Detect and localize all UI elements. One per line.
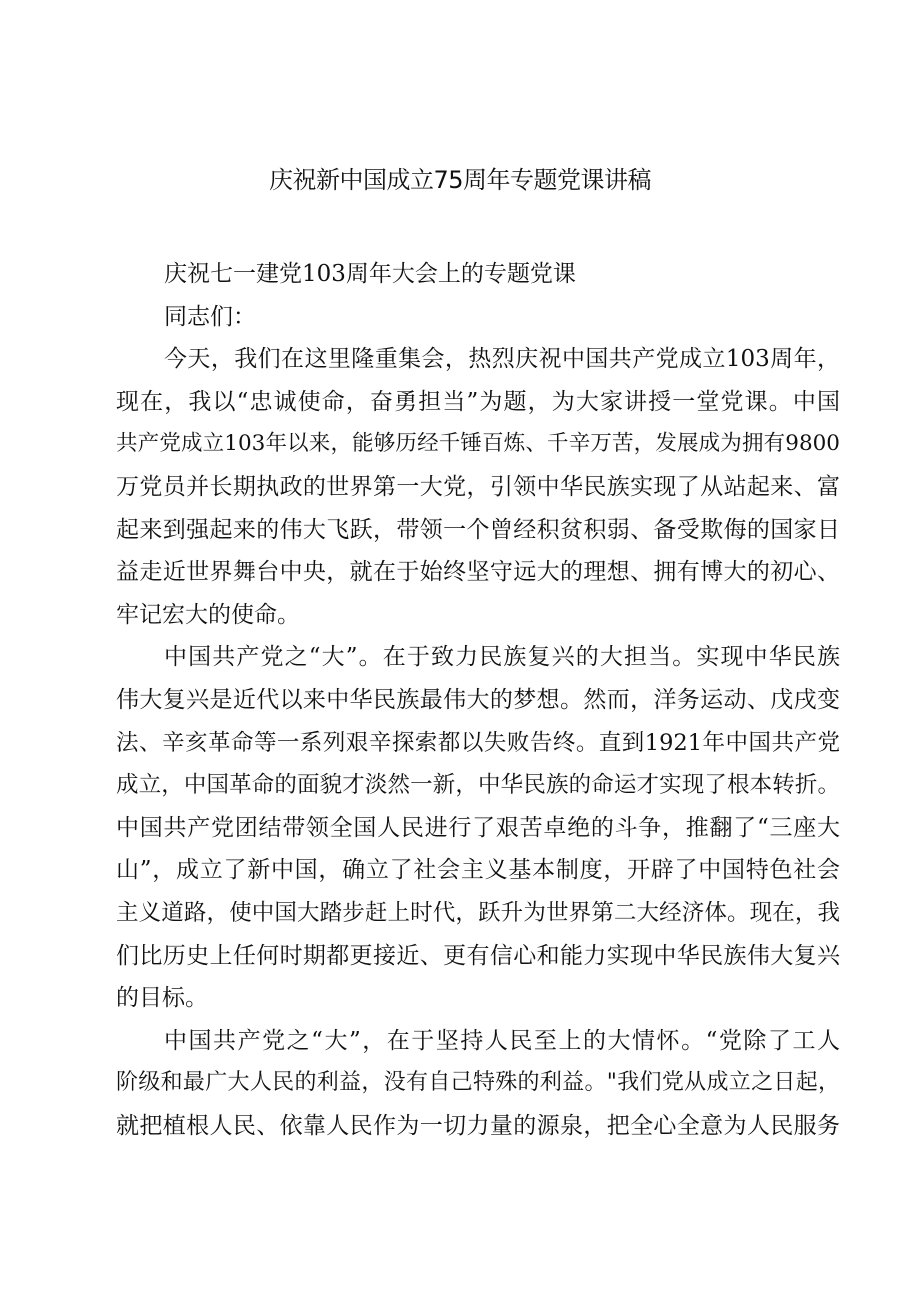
paragraph-2-line: 伟大复兴是近代以来中华民族最伟大的梦想。然而，洋务运动、戊戌变	[116, 686, 840, 713]
paragraph-1-line: 万党员并长期执政的世界第一大党，引领中华民族实现了从站起来、富	[116, 473, 840, 500]
paragraph-1-line: 现在，我以“忠诚使命，奋勇担当”为题，为大家讲授一堂党课。中国	[116, 388, 840, 415]
paragraph-2-line: 们比历史上任何时期都更接近、更有信心和能力实现中华民族伟大复兴	[116, 942, 840, 969]
paragraph-3-line: 阶级和最广大人民的利益，没有自己特殊的利益。"我们党从成立之日起，	[116, 1070, 840, 1096]
paragraph-2-line: 中国共产党团结带领全国人民进行了艰苦卓绝的斗争，推翻了“三座大	[116, 814, 840, 841]
salutation-line: 同志们：	[164, 303, 256, 330]
paragraph-2-line: 法、辛亥革命等一系列艰辛探索都以失败告终。直到1921年中国共产党	[116, 729, 840, 756]
paragraph-1-line: 益走近世界舞台中央，就在于始终坚守远大的理想、拥有博大的初心、	[116, 559, 840, 586]
paragraph-1-line: 今天，我们在这里隆重集会，热烈庆祝中国共产党成立103周年，	[164, 346, 840, 373]
paragraph-2-line: 的目标。	[116, 985, 208, 1012]
document-body	[116, 253, 840, 1147]
paragraph-3-line: 中国共产党之“大”，在于坚持人民至上的大情怀。“党除了工人	[164, 1027, 840, 1054]
paragraph-2-line: 中国共产党之“大”。在于致力民族复兴的大担当。实现中华民族	[164, 644, 840, 671]
document-title: 庆祝新中国成立75周年专题党课讲稿	[268, 166, 652, 194]
paragraph-3-line: 就把植根人民、依靠人民作为一切力量的源泉，把全心全意为人民服务	[116, 1112, 840, 1139]
paragraph-1-line: 共产党成立103年以来，能够历经千锤百炼、千辛万苦，发展成为拥有9800	[116, 431, 840, 457]
paragraph-2-line: 山”，成立了新中国，确立了社会主义基本制度，开辟了中国特色社会	[116, 857, 840, 884]
paragraph-1-line: 牢记宏大的使命。	[116, 601, 300, 628]
paragraph-2-line: 主义道路，使中国大踏步赶上时代，跃升为世界第二大经济体。现在，我	[116, 899, 840, 926]
paragraph-1-line: 起来到强起来的伟大飞跃，带领一个曾经积贫积弱、备受欺侮的国家日	[116, 516, 840, 543]
paragraph-2-line: 成立，中国革命的面貌才淡然一新，中华民族的命运才实现了根本转折。	[116, 772, 840, 799]
subtitle-line: 庆祝七一建党103周年大会上的专题党课	[164, 261, 576, 287]
